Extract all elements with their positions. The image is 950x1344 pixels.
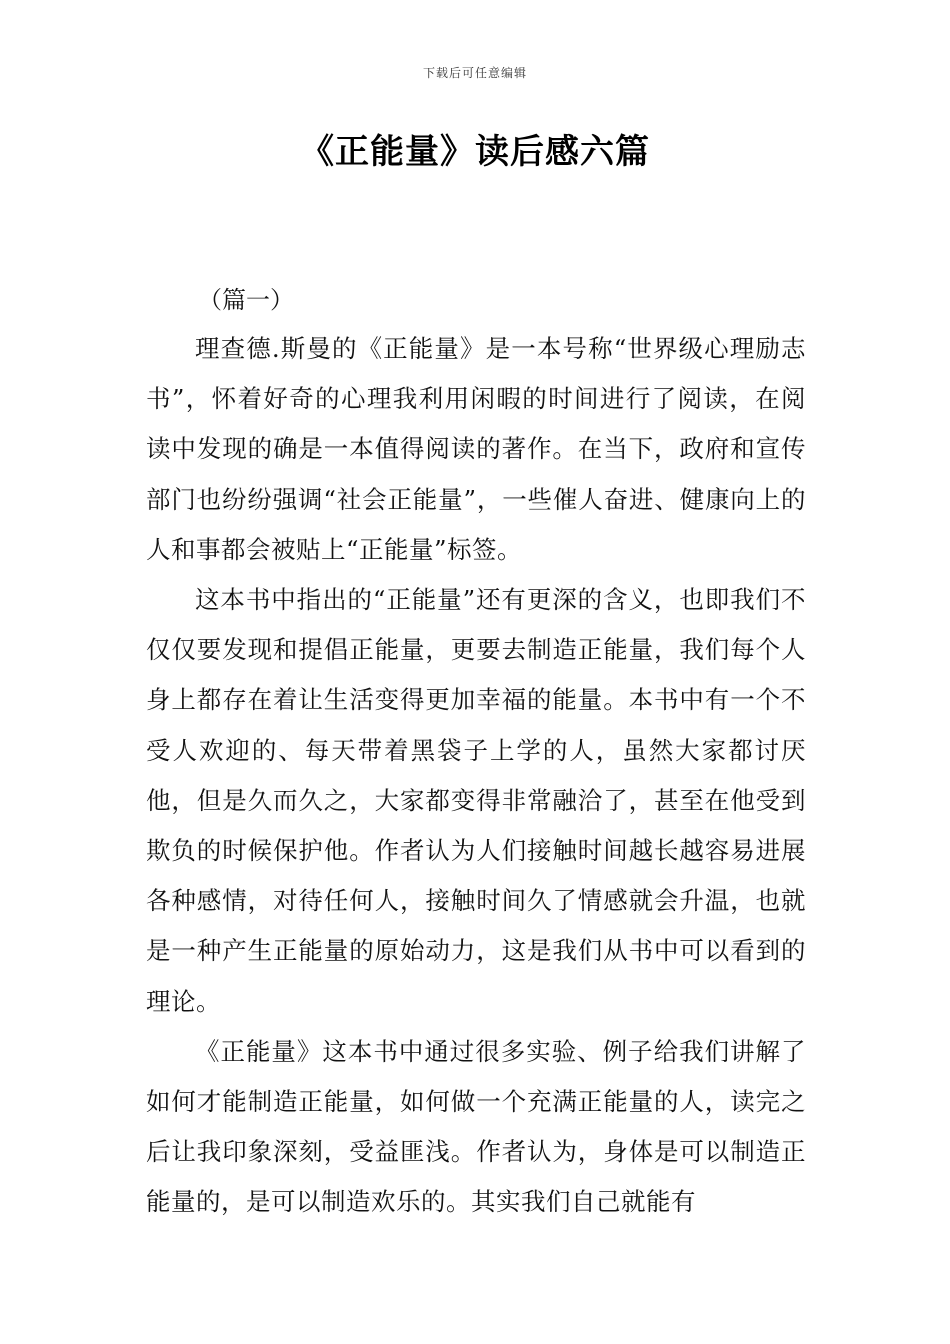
section-label: （篇一） bbox=[198, 286, 294, 314]
document-title: 《正能量》读后感六篇 bbox=[300, 132, 650, 172]
header-note: 下载后可任意编辑 bbox=[422, 66, 527, 80]
paragraph-3: 《正能量》这本书中通过很多实验、例子给我们讲解了如何才能制造正能量，如何做一个充满正能量的人，读完之后让我印象深刻，受益匪浅。作者认为，身体是可以制造正能量的，是可以制造欢乐的。其实我们自己就能有 bbox=[146, 1036, 806, 1217]
paragraph-2: 这本书中指出的“正能量”还有更深的含义，也即我们不仅仅要发现和提倡正能量，更要去制造正能量，我们每个人身上都存在着让生活变得更加幸福的能量。本书中有一个不受人欢迎的、每天带着黑袋子上学的人，虽然大家都讨厌他，但是久而久之，大家都变得非常融洽了，甚至在他受到欺负的时候保护他。作者认为人们接触时间越长越容易进展各种感情，对待任何人，接触时间久了情感就会升温，也就是一种产生正能量的原始动力，这是我们从书中可以看到的理论。 bbox=[146, 585, 806, 1016]
paragraph-1: 理查德.斯曼的《正能量》是一本号称“世界级心理励志书”，怀着好奇的心理我利用闲暇的时间进行了阅读，在阅读中发现的确是一本值得阅读的著作。在当下，政府和宣传部门也纷纷强调“社会正能量”，一些催人奋进、健康向上的人和事都会被贴上“正能量”标签。 bbox=[146, 334, 806, 564]
document-body bbox=[146, 276, 806, 1228]
